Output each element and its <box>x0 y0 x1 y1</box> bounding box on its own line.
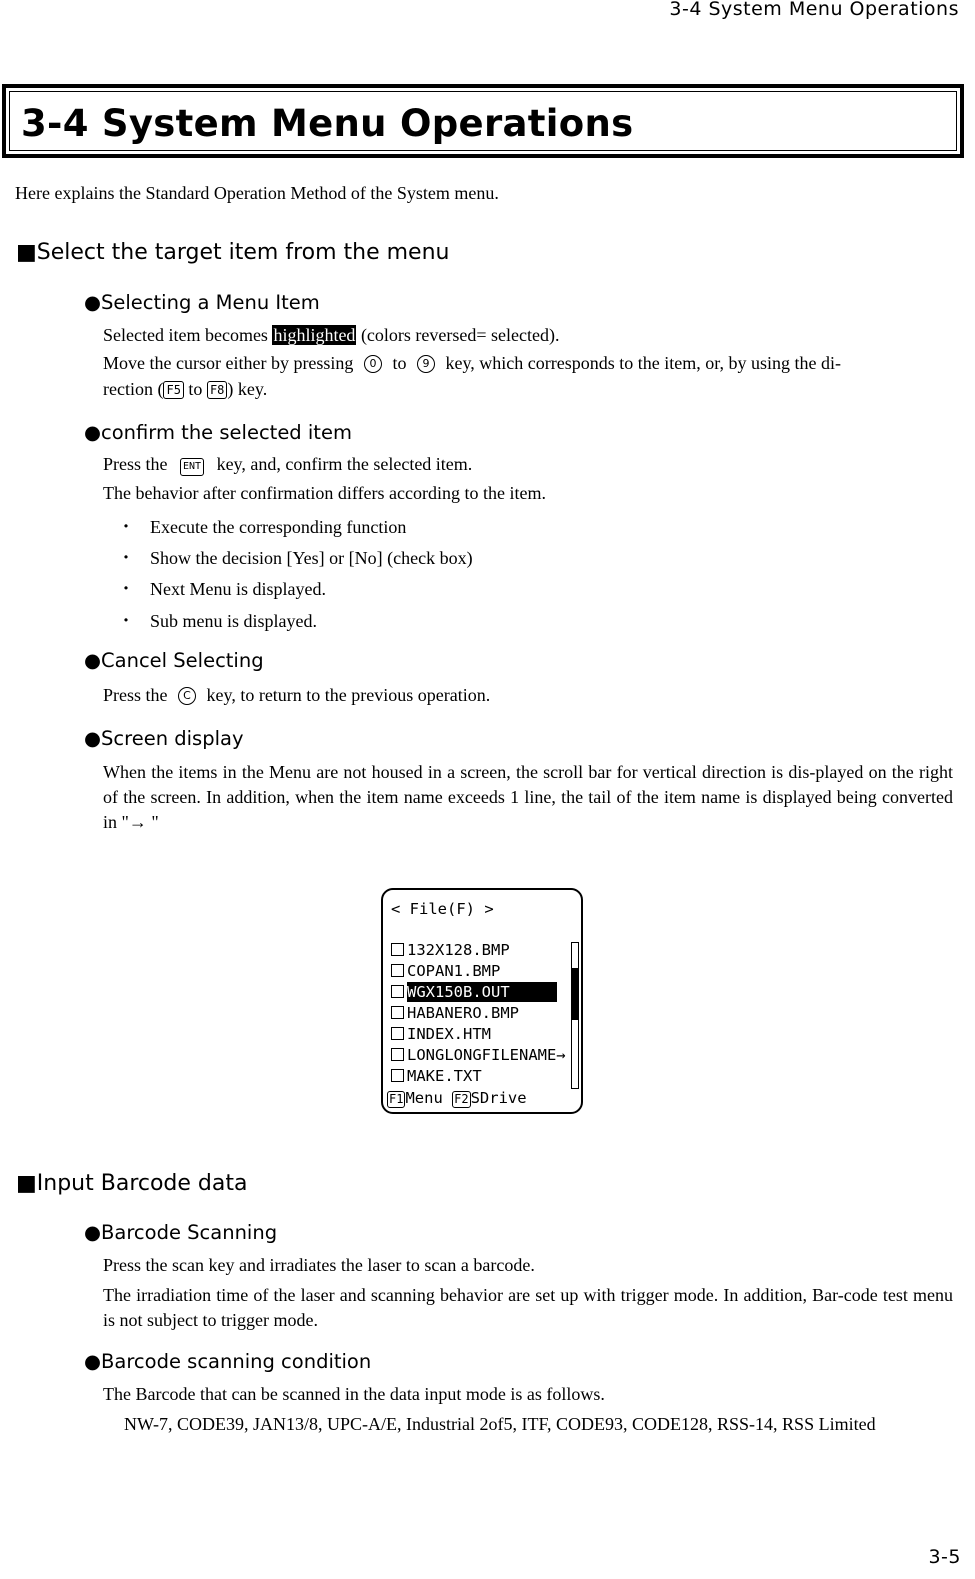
f1-label: Menu <box>405 1089 443 1107</box>
file-row-selected: WGX150B.OUT <box>391 982 557 1002</box>
file-row: COPAN1.BMP <box>391 961 500 981</box>
subheading-barcode-scanning: ●Barcode Scanning <box>84 1221 278 1244</box>
key-0-icon: 0 <box>364 355 382 373</box>
device-screen-illustration <box>381 888 583 1114</box>
function-key-bar <box>387 1089 527 1108</box>
confirm-line-2: The behavior after confirmation differs according to the item. <box>103 483 546 503</box>
subheading-cancel: ●Cancel Selecting <box>84 649 264 672</box>
checkbox-icon <box>391 1027 404 1040</box>
f1-key-icon: F1 <box>389 1092 404 1106</box>
file-row: INDEX.HTM <box>391 1024 491 1044</box>
scanning-text: The irradiation time of the laser and scanning behavior are set up with trigger mode. In addition, Bar-code test menu is not subject to trigger mode. <box>103 1285 953 1330</box>
scanning-line-1: Press the scan key and irradiates the laser to scan a barcode. <box>103 1255 535 1275</box>
key-9-icon: 9 <box>417 355 435 373</box>
key-c-icon: C <box>178 687 196 705</box>
confirm-line-1: Press the ENT key, and, confirm the selected item. <box>103 454 473 474</box>
list-item: ・ Sub menu is displayed. <box>117 611 317 631</box>
selecting-line-2: Move the cursor either by pressing 0 to 9 key, which corresponds to the item, or, by using the di- <box>103 353 841 373</box>
list-item: ・ Show the decision [Yes] or [No] (check box) <box>117 548 473 568</box>
subheading-selecting: ●Selecting a Menu Item <box>84 291 320 314</box>
barcode-list: NW-7, CODE39, JAN13/8, UPC-A/E, Industrial 2of5, ITF, CODE93, CODE128, RSS-14, RSS Limited <box>124 1414 876 1434</box>
running-header: 3-4 System Menu Operations <box>669 0 959 20</box>
section-heading-select: ■Select the target item from the menu <box>16 240 450 265</box>
condition-line-1: The Barcode that can be scanned in the data input mode is as follows. <box>103 1384 605 1404</box>
key-ent-icon: ENT <box>180 458 204 476</box>
screen-title: < File(F) > <box>391 900 494 918</box>
highlight-sample: highlighted <box>273 325 356 345</box>
scrollbar-thumb <box>572 968 578 1020</box>
checkbox-icon <box>391 1048 404 1061</box>
list-item: ・ Next Menu is displayed. <box>117 579 326 599</box>
screen-display-text: When the items in the Menu are not housed in a screen, the scroll bar for vertical direction is dis-played on the right of the screen. In addition, when the item name exceeds 1 line, the tail of the item name is displayed being converted in "→ " <box>103 762 953 832</box>
checkbox-icon <box>391 1069 404 1082</box>
subheading-confirm: ●confirm the selected item <box>84 421 352 444</box>
file-row: HABANERO.BMP <box>391 1003 519 1023</box>
page-number: 3-5 <box>928 1546 961 1568</box>
file-row: MAKE.TXT <box>391 1066 482 1086</box>
checkbox-icon <box>391 943 404 956</box>
checkbox-icon <box>391 964 404 977</box>
cancel-line: Press the C key, to return to the previous operation. <box>103 685 491 705</box>
title-box <box>2 84 964 158</box>
intro-text: Here explains the Standard Operation Method of the System menu. <box>15 183 499 203</box>
selecting-line-3: rection ( F5 to F8 ) key. <box>103 379 268 399</box>
checkbox-icon <box>391 985 404 998</box>
key-f5-icon: F5 <box>163 381 183 399</box>
key-f8-icon: F8 <box>207 381 227 399</box>
file-row: 132X128.BMP <box>391 940 510 960</box>
list-item: ・ Execute the corresponding function <box>117 517 407 537</box>
f2-key-icon: F2 <box>454 1092 469 1106</box>
scrollbar <box>571 942 579 1089</box>
subheading-scanning-condition: ●Barcode scanning condition <box>84 1350 372 1373</box>
selecting-line-1: Selected item becomes highlighted (colors reversed= selected). <box>103 325 560 345</box>
file-row: LONGLONGFILENAME→ <box>391 1045 566 1065</box>
section-heading-barcode: ■Input Barcode data <box>16 1171 248 1196</box>
page-title: 3-4 System Menu Operations <box>21 102 634 145</box>
subheading-screen-display: ●Screen display <box>84 727 244 750</box>
checkbox-icon <box>391 1006 404 1019</box>
f2-label: SDrive <box>470 1089 527 1107</box>
